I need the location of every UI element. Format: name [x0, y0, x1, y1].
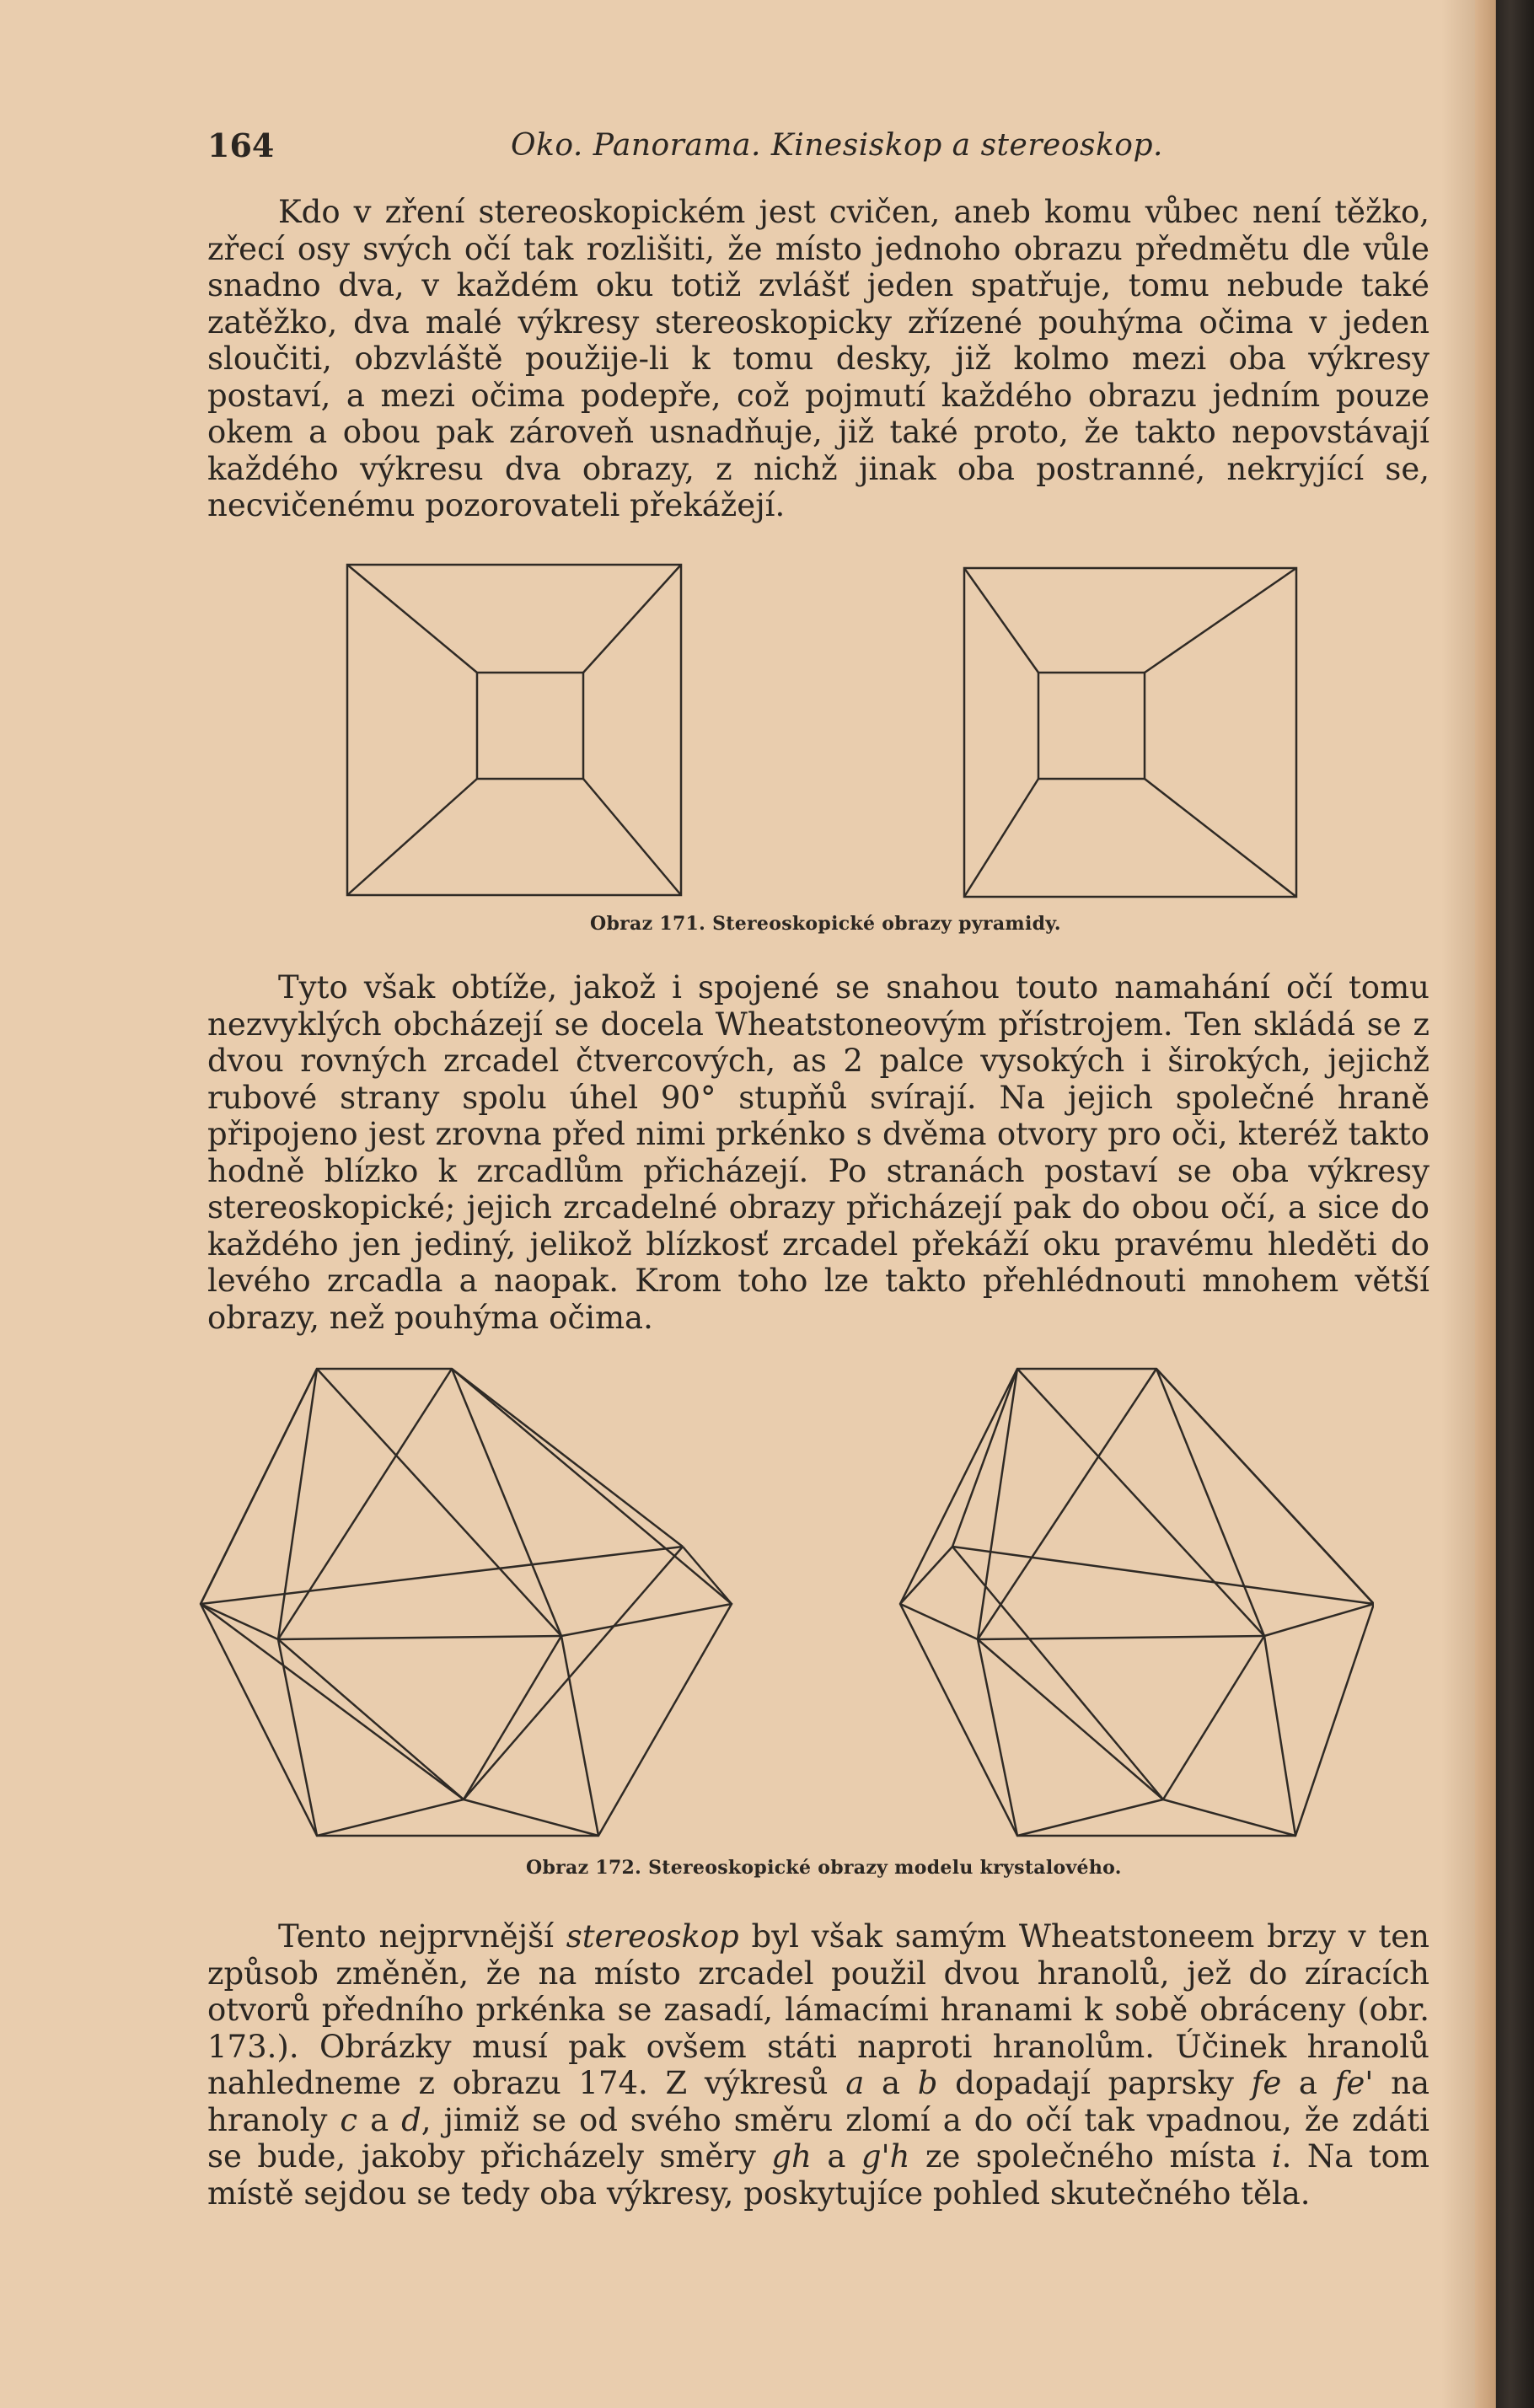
paragraph-2: Tyto však obtíže, jakož i spojené se snahou touto namahání očí tomu nezvyklých obcházejí se docela Wheatstoneovým přístrojem. Ten skládá se z dvou rovných zrcadel čtvercových, as 2 palce vysokých i širokých, jejichž rubové strany spolu úhel 90° stupňů svírají. Na jejich společné hraně připojeno jest zrovna před nimi prkénko s dvěma otvory pro oči, kteréž takto hodně blízko k zrcadlům přicházejí. Po stranách postaví se oba výkresy stereoskopické; jejich zrcadelné obrazy přicházejí pak do obou očí, a sice do každého jen jediný, jelikož blízkosť zrcadel překáží oku pravému hleděti do levého zrcadla a naopak. Krom toho lze takto přehlédnouti mnohem větší obrazy, než pouhýma očima.: [207, 969, 1429, 1336]
pyramid-left-drawing: [347, 565, 681, 895]
figure-171-pyramids: [337, 556, 1332, 902]
figure-171-caption: Obraz 171. Stereoskopické obrazy pyramidy.: [590, 913, 1061, 935]
page-header: [207, 126, 1429, 177]
page-shadow: [1441, 0, 1475, 2408]
crystal-left-drawing: [201, 1369, 732, 1836]
figure-172-crystals: [194, 1361, 1374, 1850]
crystal-right-drawing: [900, 1369, 1374, 1836]
figure-172-caption: Obraz 172. Stereoskopické obrazy modelu krystalového.: [526, 1857, 1122, 1879]
page-number: 164: [207, 126, 275, 164]
paragraph-1: Kdo v zření stereoskopickém jest cvičen, aneb komu vůbec není těžko, zřecí osy svých očí tak rozlišiti, že místo jednoho obrazu předmětu dle vůle snadno dva, v každém oku totiž zvlášť jeden spatřuje, tomu nebude také zatěžko, dva malé výkresy stereoskopicky zřízené pouhýma očima v jeden sloučiti, obzvláště použije-li k tomu desky, již kolmo mezi oba výkresy postaví, a mezi očima podepře, což pojmutí každého obrazu jedním pouze okem a obou pak zároveň usnadňuje, již také proto, že takto nepovstávají každého výkresu dva obrazy, z nichž jinak oba postranné, nekryjící se, necvičenému pozorovateli překážejí.: [207, 194, 1429, 523]
book-spine-edge: [1475, 0, 1534, 2408]
running-head: Oko. Panorama. Kinesiskop a stereoskop.: [511, 128, 1163, 163]
paragraph-3: Tento nejprvnější stereoskop byl však samým Wheatstoneem brzy v ten způsob změněn, že na místo zrcadel použil dvou hranolů, jež do zíracích otvorů předního prkénka se zasadí, lámacími hranami k sobě obráceny (obr. 173.). Obrázky musí pak ovšem státi naproti hranolům. Účinek hranolů nahledneme z obrazu 174. Z výkresů a a b dopadají paprsky fe a fe' na hranoly c a d, jimiž se od svého směru zlomí a do očí tak vpadnou, že zdáti se bude, jakoby přicházely směry gh a g'h ze společného místa i. Na tom místě sejdou se tedy oba výkresy, poskytujíce pohled skutečného těla.: [207, 1918, 1430, 2212]
pyramid-right-drawing: [964, 568, 1296, 897]
